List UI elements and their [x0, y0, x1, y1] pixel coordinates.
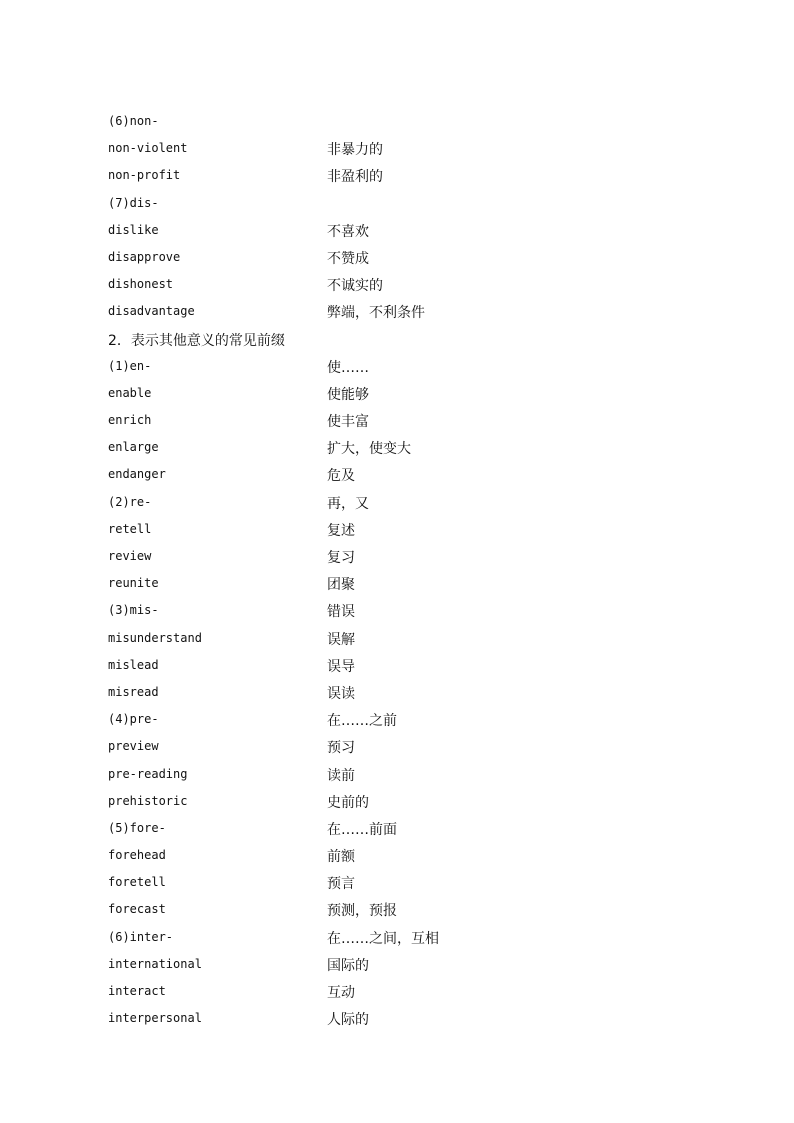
list-item [108, 708, 708, 735]
list-item [108, 871, 708, 898]
chinese-meaning: 错误 [327, 604, 355, 621]
list-item [108, 355, 708, 382]
list-item [108, 137, 708, 164]
chinese-meaning: 预习 [327, 740, 355, 757]
english-term: forehead [108, 848, 166, 863]
chinese-meaning: 不喜欢 [327, 223, 369, 240]
english-term: reunite [108, 576, 159, 591]
chinese-meaning: 误解 [327, 631, 355, 648]
chinese-meaning: 预言 [327, 876, 355, 893]
chinese-meaning: 在……之间，互相 [327, 930, 439, 947]
list-item [108, 110, 708, 137]
english-term: pre-reading [108, 766, 188, 781]
english-term: interpersonal [108, 1011, 202, 1026]
list-item [108, 681, 708, 708]
list-item [108, 246, 708, 273]
list-item [108, 518, 708, 545]
english-term: (4)pre- [108, 712, 159, 727]
chinese-meaning: 互动 [327, 985, 355, 1001]
english-term: non-profit [108, 168, 181, 183]
list-item [108, 219, 708, 246]
list-item [108, 300, 708, 327]
list-item [108, 164, 708, 191]
english-term: enlarge [108, 440, 159, 455]
english-term: mislead [108, 657, 159, 672]
chinese-meaning: 团聚 [327, 577, 355, 594]
english-term: (6)inter- [108, 929, 174, 944]
section-heading-row [108, 328, 708, 355]
chinese-meaning: 危及 [327, 468, 355, 485]
english-term: disadvantage [108, 304, 195, 319]
chinese-meaning: 误读 [327, 685, 355, 702]
chinese-meaning: 不赞成 [327, 250, 369, 267]
list-item [108, 654, 708, 681]
english-term: endanger [108, 467, 166, 482]
chinese-meaning: 前额 [327, 849, 355, 866]
list-item [108, 572, 708, 599]
english-term: international [108, 956, 202, 971]
chinese-meaning: 误导 [327, 658, 355, 675]
chinese-meaning: 不诚实的 [327, 278, 383, 295]
chinese-meaning: 非盈利的 [327, 169, 383, 186]
english-term: dislike [108, 222, 159, 237]
english-term: preview [108, 739, 159, 754]
list-item [108, 192, 708, 219]
chinese-meaning: 史前的 [327, 794, 369, 811]
english-term: prehistoric [108, 793, 188, 808]
list-item [108, 844, 708, 871]
chinese-meaning: 预测，预报 [327, 903, 397, 920]
english-term: enrich [108, 413, 152, 428]
list-item [108, 599, 708, 626]
chinese-meaning: 非暴力的 [327, 142, 383, 159]
chinese-meaning: 国际的 [327, 957, 369, 974]
list-item [108, 463, 708, 490]
english-term: (5)fore- [108, 820, 166, 835]
list-item [108, 273, 708, 300]
chinese-meaning: 读前 [327, 767, 355, 784]
list-item [108, 898, 708, 925]
list-item [108, 790, 708, 817]
english-term: enable [108, 385, 152, 400]
chinese-meaning: 弊端，不利条件 [327, 305, 425, 322]
chinese-meaning: 使…… [327, 359, 369, 376]
chinese-meaning: 复习 [327, 550, 355, 566]
english-term: retell [108, 521, 152, 536]
english-term: misunderstand [108, 630, 202, 645]
chinese-meaning: 复述 [327, 522, 355, 539]
list-item [108, 382, 708, 409]
english-term: (7)dis- [108, 195, 159, 210]
list-item [108, 980, 708, 1007]
english-term: (3)mis- [108, 603, 159, 618]
chinese-meaning: 使能够 [327, 386, 369, 403]
list-item [108, 735, 708, 762]
english-term: non-violent [108, 141, 188, 156]
english-term: foretell [108, 875, 166, 890]
english-term: review [108, 549, 152, 563]
english-term: interact [108, 984, 166, 998]
english-term: disapprove [108, 249, 181, 264]
english-term: (1)en- [108, 358, 152, 373]
list-item [108, 545, 708, 572]
list-item [108, 627, 708, 654]
chinese-meaning: 扩大，使变大 [327, 441, 411, 458]
list-item [108, 763, 708, 790]
prefix-word-list [108, 110, 708, 1034]
list-item [108, 436, 708, 463]
list-item [108, 817, 708, 844]
section-heading: 2．表示其他意义的常见前缀 [108, 332, 285, 349]
chinese-meaning: 再，又 [327, 495, 369, 512]
english-term: dishonest [108, 277, 174, 292]
list-item [108, 926, 708, 953]
chinese-meaning: 在……前面 [327, 821, 397, 838]
list-item [108, 491, 708, 518]
chinese-meaning: 人际的 [327, 1012, 369, 1029]
english-term: forecast [108, 902, 166, 917]
list-item [108, 409, 708, 436]
english-term: (2)re- [108, 494, 152, 509]
english-term: (6)non- [108, 114, 159, 128]
english-term: misread [108, 684, 159, 699]
list-item [108, 953, 708, 980]
chinese-meaning: 使丰富 [327, 414, 369, 431]
chinese-meaning: 在……之前 [327, 713, 397, 730]
list-item [108, 1007, 708, 1034]
